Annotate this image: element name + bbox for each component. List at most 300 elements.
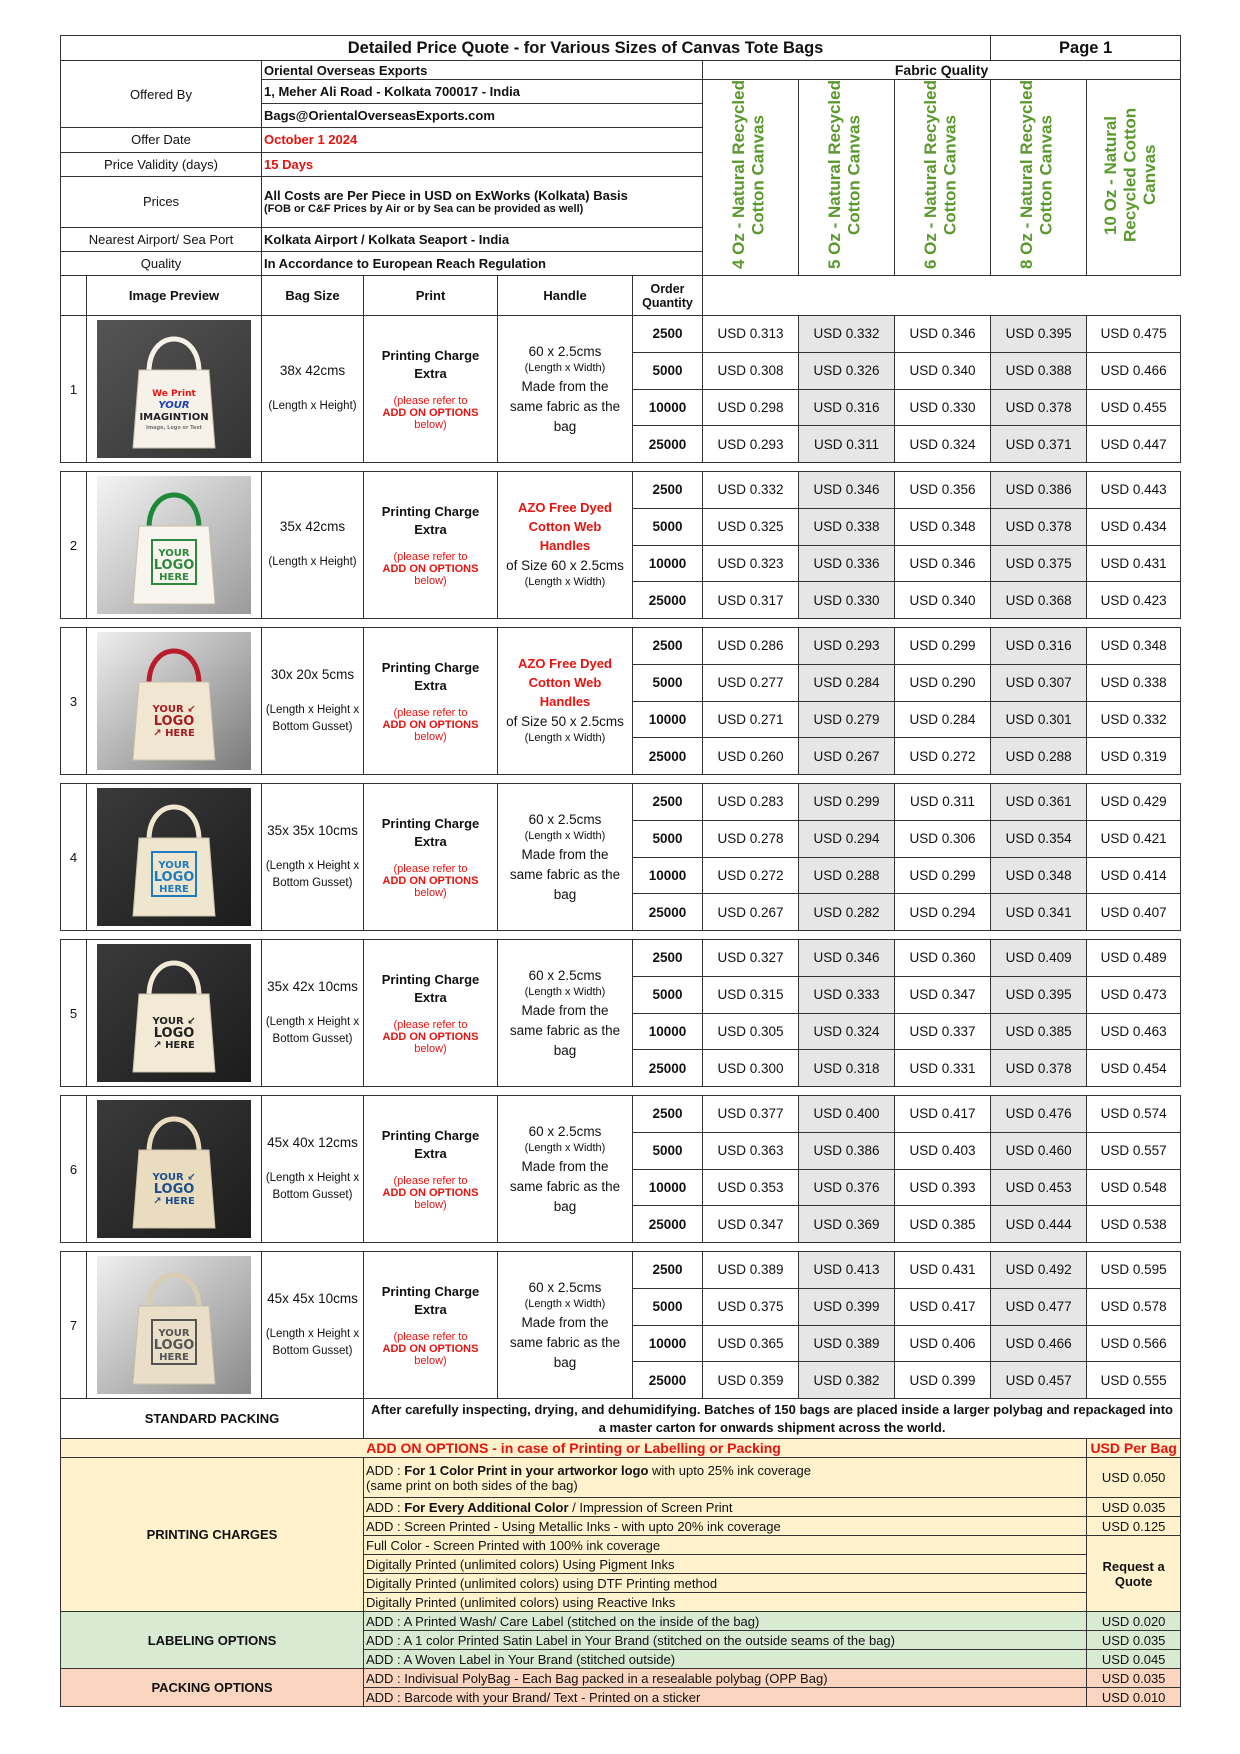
bag-size-dims: (Length x Height x Bottom Gusset) [265,703,360,733]
price-cell: USD 0.293 [799,628,895,665]
price-cell: USD 0.375 [703,1288,799,1325]
bag-size-value: 30x 20x 5cms [270,666,355,682]
usd-per-bag-header: USD Per Bag [1087,1439,1181,1458]
price-cell: USD 0.346 [799,940,895,977]
price-row [61,940,1181,977]
price-cell: USD 0.294 [799,820,895,857]
price-cell: USD 0.338 [1087,664,1181,701]
price-cell: USD 0.421 [1087,820,1181,857]
price-cell: USD 0.399 [799,1288,895,1325]
addon-label-satin-price: USD 0.035 [1087,1631,1181,1650]
bag-size [262,784,364,931]
company-address: 1, Meher Ali Road - Kolkata 700017 - India [262,80,703,104]
handle-size: 60 x 2.5cms [528,967,602,983]
price-cell: USD 0.316 [991,628,1087,665]
handle-size: 60 x 2.5cms [528,343,602,359]
price-cell: USD 0.311 [799,426,895,463]
order-quantity: 5000 [633,664,703,701]
order-quantity: 25000 [633,426,703,463]
bag-image-text: ↗ HERE [153,1040,195,1051]
handle-dims: (Length x Width) [524,576,606,589]
print-extra-label: Extra [414,989,447,1005]
price-cell: USD 0.294 [895,894,991,931]
price-cell: USD 0.413 [799,1252,895,1289]
price-cell: USD 0.434 [1087,508,1181,545]
price-cell: USD 0.333 [799,976,895,1013]
bag-size-value: 45x 45x 10cms [267,1290,358,1306]
bag-number: 2 [61,472,87,619]
col-header-qty: Order Quantity [633,276,703,316]
bag-image-cell [87,1096,262,1243]
port-value: Kolkata Airport / Kolkata Seaport - India [262,227,703,251]
price-cell: USD 0.365 [703,1325,799,1362]
standard-packing-text: After carefully inspecting, drying, and dehumidifying. Batches of 150 bags are placed inside a larger polybag and repackaged into a master carton for onwards shipment across the world. [364,1399,1181,1439]
order-quantity: 10000 [633,545,703,582]
price-cell: USD 0.299 [895,628,991,665]
price-row [61,316,1181,353]
addon-pack-barcode: ADD : Barcode with your Brand/ Text - Printed on a sticker [364,1688,1087,1707]
bag-size-dims: (Length x Height) [268,400,357,413]
bag-image-text: HERE [159,572,189,583]
print-addon-link[interactable]: ADD ON OPTIONS [382,1186,479,1199]
addon-print-metallic: ADD : Screen Printed - Using Metallic Inks - with upto 20% ink coverage [364,1517,1087,1536]
bag-price-rows [61,316,1181,1399]
print-charge-label: Printing Charge [381,1284,480,1300]
handle-dims: (Length x Width) [524,1142,606,1155]
handle-dims: (Length x Width) [524,732,606,745]
price-cell: USD 0.477 [991,1288,1087,1325]
price-cell: USD 0.336 [799,545,895,582]
price-cell: USD 0.319 [1087,738,1181,775]
addon-print-reactive: Digitally Printed (unlimited colors) using Reactive Inks [364,1593,1087,1612]
addon-pack-polybag-price: USD 0.035 [1087,1669,1181,1688]
order-quantity: 10000 [633,1169,703,1206]
print-charge-label: Printing Charge [381,660,480,676]
price-cell: USD 0.376 [799,1169,895,1206]
price-cell: USD 0.299 [799,784,895,821]
addon-print-dtf: Digitally Printed (unlimited colors) using DTF Printing method [364,1574,1087,1593]
order-quantity: 25000 [633,738,703,775]
price-cell: USD 0.284 [895,701,991,738]
price-cell: USD 0.341 [991,894,1087,931]
order-quantity: 2500 [633,316,703,353]
handle-azo-text: AZO Free Dyed Cotton Web Handles [518,655,612,709]
handle-info [498,784,633,931]
addon-label-woven-price: USD 0.045 [1087,1650,1181,1669]
prices-terms [262,176,703,227]
print-addon-link[interactable]: ADD ON OPTIONS [382,1342,479,1355]
price-cell: USD 0.356 [895,472,991,509]
print-below-text: below) [414,1198,447,1211]
price-cell: USD 0.538 [1087,1206,1181,1243]
print-extra-label: Extra [414,521,447,537]
handle-dims: (Length x Width) [524,986,606,999]
price-cell: USD 0.299 [895,857,991,894]
price-cell: USD 0.574 [1087,1096,1181,1133]
price-cell: USD 0.492 [991,1252,1087,1289]
price-cell: USD 0.301 [991,701,1087,738]
order-quantity: 2500 [633,1252,703,1289]
col-header-handle: Handle [498,276,633,316]
price-row [61,1252,1181,1289]
price-cell: USD 0.313 [703,316,799,353]
price-cell: USD 0.453 [991,1169,1087,1206]
port-label: Nearest Airport/ Sea Port [61,227,262,251]
print-info [364,316,498,463]
handle-size: 60 x 2.5cms [528,1123,602,1139]
section-gap [61,1087,1181,1096]
bag-size [262,472,364,619]
quality-label: Quality [61,251,262,275]
print-refer-text: (please refer to [393,550,468,563]
bag-image-text: YOUR ↙ [152,1016,196,1027]
order-quantity: 5000 [633,1288,703,1325]
order-quantity: 2500 [633,940,703,977]
price-cell: USD 0.305 [703,1013,799,1050]
bag-image-text: YOUR [158,548,190,559]
price-cell: USD 0.406 [895,1325,991,1362]
price-cell: USD 0.473 [1087,976,1181,1013]
bag-image-4 [97,788,251,926]
bag-image-6 [97,1100,251,1238]
price-cell: USD 0.385 [991,1013,1087,1050]
price-cell: USD 0.363 [703,1132,799,1169]
price-cell: USD 0.327 [703,940,799,977]
price-cell: USD 0.399 [895,1362,991,1399]
price-cell: USD 0.311 [895,784,991,821]
print-addon-link[interactable]: ADD ON OPTIONS [382,562,479,575]
handle-info [498,1252,633,1399]
order-quantity: 25000 [633,582,703,619]
price-cell: USD 0.371 [991,426,1087,463]
print-info [364,628,498,775]
price-cell: USD 0.548 [1087,1169,1181,1206]
price-cell: USD 0.378 [991,389,1087,426]
price-cell: USD 0.444 [991,1206,1087,1243]
price-cell: USD 0.272 [895,738,991,775]
addon-label-wash-care-price: USD 0.020 [1087,1612,1181,1631]
bag-image-cell [87,1252,262,1399]
price-cell: USD 0.466 [1087,352,1181,389]
handle-info [498,628,633,775]
bag-image-text: ↗ HERE [153,728,195,739]
price-cell: USD 0.340 [895,352,991,389]
bag-size-value: 45x 40x 12cms [267,1134,358,1150]
addon-print-metallic-price: USD 0.125 [1087,1517,1181,1536]
print-addon-link[interactable]: ADD ON OPTIONS [382,874,479,887]
bag-image-3 [97,632,251,770]
bag-image-cell [87,784,262,931]
section-gap [61,619,1181,628]
handle-info [498,472,633,619]
price-cell: USD 0.307 [991,664,1087,701]
price-cell: USD 0.324 [799,1013,895,1050]
section-gap [61,931,1181,940]
handle-info [498,316,633,463]
handle-info [498,1096,633,1243]
order-quantity: 25000 [633,1206,703,1243]
price-cell: USD 0.346 [895,545,991,582]
bag-size [262,628,364,775]
bag-image-2 [97,476,251,614]
print-extra-label: Extra [414,1145,447,1161]
fabric-header-8oz: 8 Oz - Natural Recycled Cotton Canvas [991,80,1087,276]
bag-size-dims: (Length x Height x Bottom Gusset) [265,859,360,889]
price-row [61,472,1181,509]
order-quantity: 25000 [633,1050,703,1087]
print-extra-label: Extra [414,833,447,849]
addon-print-1color: ADD : For 1 Color Print in your artworkor logo with upto 25% ink coverage (same print on both sides of the bag) [364,1458,1087,1498]
fabric-header-4oz: 4 Oz - Natural Recycled Cotton Canvas [703,80,799,276]
price-cell: USD 0.346 [895,316,991,353]
fabric-header-5oz: 5 Oz - Natural Recycled Cotton Canvas [799,80,895,276]
price-row [61,784,1181,821]
company-name: Oriental Overseas Exports [262,61,703,80]
handle-size: 60 x 2.5cms [528,811,602,827]
price-cell: USD 0.330 [895,389,991,426]
price-cell: USD 0.447 [1087,426,1181,463]
print-info [364,1252,498,1399]
bag-number: 5 [61,940,87,1087]
order-quantity: 25000 [633,894,703,931]
price-cell: USD 0.407 [1087,894,1181,931]
bag-number: 4 [61,784,87,931]
price-cell: USD 0.348 [895,508,991,545]
order-quantity: 2500 [633,472,703,509]
bag-size-dims: (Length x Height x Bottom Gusset) [265,1015,360,1045]
price-cell: USD 0.454 [1087,1050,1181,1087]
handle-size: 60 x 2.5cms [528,1279,602,1295]
price-cell: USD 0.278 [703,820,799,857]
handle-size: of Size 60 x 2.5cms [506,557,624,573]
price-cell: USD 0.595 [1087,1252,1181,1289]
price-cell: USD 0.566 [1087,1325,1181,1362]
print-charge-label: Printing Charge [381,348,480,364]
price-cell: USD 0.300 [703,1050,799,1087]
addon-label-woven: ADD : A Woven Label in Your Brand (stitched outside) [364,1650,1087,1669]
quote-table [60,35,1181,1707]
price-cell: USD 0.555 [1087,1362,1181,1399]
order-quantity: 10000 [633,1013,703,1050]
addon-print-additional-color: ADD : For Every Additional Color / Impression of Screen Print [364,1498,1087,1517]
col-header-image: Image Preview [87,276,262,316]
bag-image-cell [87,472,262,619]
addon-print-1color-price: USD 0.050 [1087,1458,1181,1498]
price-cell: USD 0.260 [703,738,799,775]
bag-size [262,1252,364,1399]
prices-line-2: (FOB or C&F Prices by Air or by Sea can be provided as well) [264,203,584,216]
print-info [364,940,498,1087]
bag-size-value: 35x 35x 10cms [267,822,358,838]
addon-label-wash-care: ADD : A Printed Wash/ Care Label (stitched on the inside of the bag) [364,1612,1087,1631]
price-cell: USD 0.475 [1087,316,1181,353]
print-refer-text: (please refer to [393,1330,468,1343]
bag-size-dims: (Length x Height) [268,556,357,569]
price-cell: USD 0.348 [991,857,1087,894]
price-cell: USD 0.332 [799,316,895,353]
price-cell: USD 0.395 [991,316,1087,353]
page-title: Detailed Price Quote - for Various Sizes of Canvas Tote Bags [61,36,991,61]
order-quantity: 5000 [633,976,703,1013]
price-cell: USD 0.385 [895,1206,991,1243]
price-cell: USD 0.431 [1087,545,1181,582]
bag-image-text: ↗ HERE [153,1196,195,1207]
quality-value: In Accordance to European Reach Regulation [262,251,703,275]
packing-options-label: PACKING OPTIONS [61,1669,364,1707]
price-cell: USD 0.417 [895,1288,991,1325]
print-below-text: below) [414,730,447,743]
price-cell: USD 0.325 [703,508,799,545]
handle-info [498,940,633,1087]
bag-size-value: 35x 42x 10cms [267,978,358,994]
bag-image-text: We Print [152,389,196,399]
price-cell: USD 0.382 [799,1362,895,1399]
price-cell: USD 0.386 [799,1132,895,1169]
price-cell: USD 0.359 [703,1362,799,1399]
bag-image-text: LOGO [153,1338,195,1353]
addon-header: ADD ON OPTIONS - in case of Printing or Labelling or Packing [61,1439,1087,1458]
order-quantity: 10000 [633,857,703,894]
order-quantity: 25000 [633,1362,703,1399]
prices-line-1: All Costs are Per Piece in USD on ExWorks (Kolkata) Basis [264,188,628,204]
price-cell: USD 0.272 [703,857,799,894]
print-charge-label: Printing Charge [381,1128,480,1144]
price-cell: USD 0.393 [895,1169,991,1206]
print-charge-label: Printing Charge [381,504,480,520]
price-cell: USD 0.293 [703,426,799,463]
price-cell: USD 0.267 [703,894,799,931]
company-email[interactable]: Bags@OrientalOverseasExports.com [262,104,703,128]
price-cell: USD 0.283 [703,784,799,821]
bag-image-text: YOUR ↙ [152,704,196,715]
price-cell: USD 0.348 [1087,628,1181,665]
handle-azo-text: AZO Free Dyed Cotton Web Handles [518,499,612,553]
price-cell: USD 0.395 [991,976,1087,1013]
price-quote-sheet [60,35,1180,1707]
price-row [61,1096,1181,1133]
order-quantity: 2500 [633,784,703,821]
price-cell: USD 0.378 [991,1050,1087,1087]
price-cell: USD 0.315 [703,976,799,1013]
bag-image-cell [87,628,262,775]
print-refer-text: (please refer to [393,706,468,719]
bag-image-text: YOUR [158,1328,190,1339]
price-cell: USD 0.489 [1087,940,1181,977]
bag-image-1 [97,320,251,458]
price-cell: USD 0.331 [895,1050,991,1087]
price-cell: USD 0.347 [895,976,991,1013]
print-extra-label: Extra [414,365,447,381]
price-cell: USD 0.368 [991,582,1087,619]
handle-dims: (Length x Width) [524,362,606,375]
price-cell: USD 0.282 [799,894,895,931]
bag-image-text: Image, Logo or Text [146,425,202,431]
order-quantity: 2500 [633,1096,703,1133]
addon-label-satin: ADD : A 1 color Printed Satin Label in Your Brand (stitched on the outside seams of the bag) [364,1631,1087,1650]
prices-label: Prices [61,176,262,227]
price-cell: USD 0.337 [895,1013,991,1050]
addon-print-full-color: Full Color - Screen Printed with 100% ink coverage [364,1536,1087,1555]
order-quantity: 5000 [633,820,703,857]
price-cell: USD 0.431 [895,1252,991,1289]
bag-image-text: YOUR [158,400,190,411]
page-number: Page 1 [991,36,1181,61]
fabric-header-10oz: 10 Oz - Natural Recycled Cotton Canvas [1087,80,1181,276]
price-cell: USD 0.347 [703,1206,799,1243]
handle-size: of Size 50 x 2.5cms [506,713,624,729]
bag-image-text: LOGO [153,1026,195,1041]
section-gap [61,775,1181,784]
order-quantity: 10000 [633,1325,703,1362]
print-below-text: below) [414,886,447,899]
price-cell: USD 0.389 [703,1252,799,1289]
validity-value: 15 Days [262,152,703,176]
addon-pack-polybag: ADD : Indivisual PolyBag - Each Bag packed in a resealable polybag (OPP Bag) [364,1669,1087,1688]
order-quantity: 5000 [633,1132,703,1169]
price-cell: USD 0.409 [991,940,1087,977]
price-cell: USD 0.353 [703,1169,799,1206]
price-cell: USD 0.360 [895,940,991,977]
print-refer-text: (please refer to [393,1174,468,1187]
price-cell: USD 0.557 [1087,1132,1181,1169]
handle-dims: (Length x Width) [524,830,606,843]
price-cell: USD 0.578 [1087,1288,1181,1325]
print-below-text: below) [414,1042,447,1055]
price-cell: USD 0.267 [799,738,895,775]
print-info [364,784,498,931]
price-cell: USD 0.306 [895,820,991,857]
request-quote[interactable]: Request a Quote [1087,1536,1181,1612]
print-charge-label: Printing Charge [381,816,480,832]
price-cell: USD 0.284 [799,664,895,701]
order-quantity: 10000 [633,389,703,426]
price-cell: USD 0.330 [799,582,895,619]
price-cell: USD 0.361 [991,784,1087,821]
print-addon-link[interactable]: ADD ON OPTIONS [382,406,479,419]
bag-size-value: 35x 42cms [279,519,346,535]
addon-print-additional-color-price: USD 0.035 [1087,1498,1181,1517]
print-charge-label: Printing Charge [381,972,480,988]
price-cell: USD 0.455 [1087,389,1181,426]
print-extra-label: Extra [414,677,447,693]
fabric-quality-header: Fabric Quality [703,61,1181,80]
handle-material: Made from the same fabric as the bag [509,379,621,434]
price-cell: USD 0.340 [895,582,991,619]
print-below-text: below) [414,574,447,587]
bag-image-text: HERE [159,884,189,895]
price-cell: USD 0.463 [1087,1013,1181,1050]
price-cell: USD 0.375 [991,545,1087,582]
price-cell: USD 0.332 [1087,701,1181,738]
print-addon-link[interactable]: ADD ON OPTIONS [382,1030,479,1043]
order-quantity: 5000 [633,508,703,545]
validity-label: Price Validity (days) [61,152,262,176]
price-cell: USD 0.414 [1087,857,1181,894]
print-refer-text: (please refer to [393,862,468,875]
print-addon-link[interactable]: ADD ON OPTIONS [382,718,479,731]
bag-image-text: YOUR ↙ [152,1172,196,1183]
addon-pack-barcode-price: USD 0.010 [1087,1688,1181,1707]
print-extra-label: Extra [414,1301,447,1317]
price-cell: USD 0.476 [991,1096,1087,1133]
print-info [364,472,498,619]
labeling-options-label: LABELING OPTIONS [61,1612,364,1669]
price-cell: USD 0.400 [799,1096,895,1133]
price-cell: USD 0.389 [799,1325,895,1362]
price-cell: USD 0.354 [991,820,1087,857]
order-quantity: 2500 [633,628,703,665]
bag-image-cell [87,316,262,463]
